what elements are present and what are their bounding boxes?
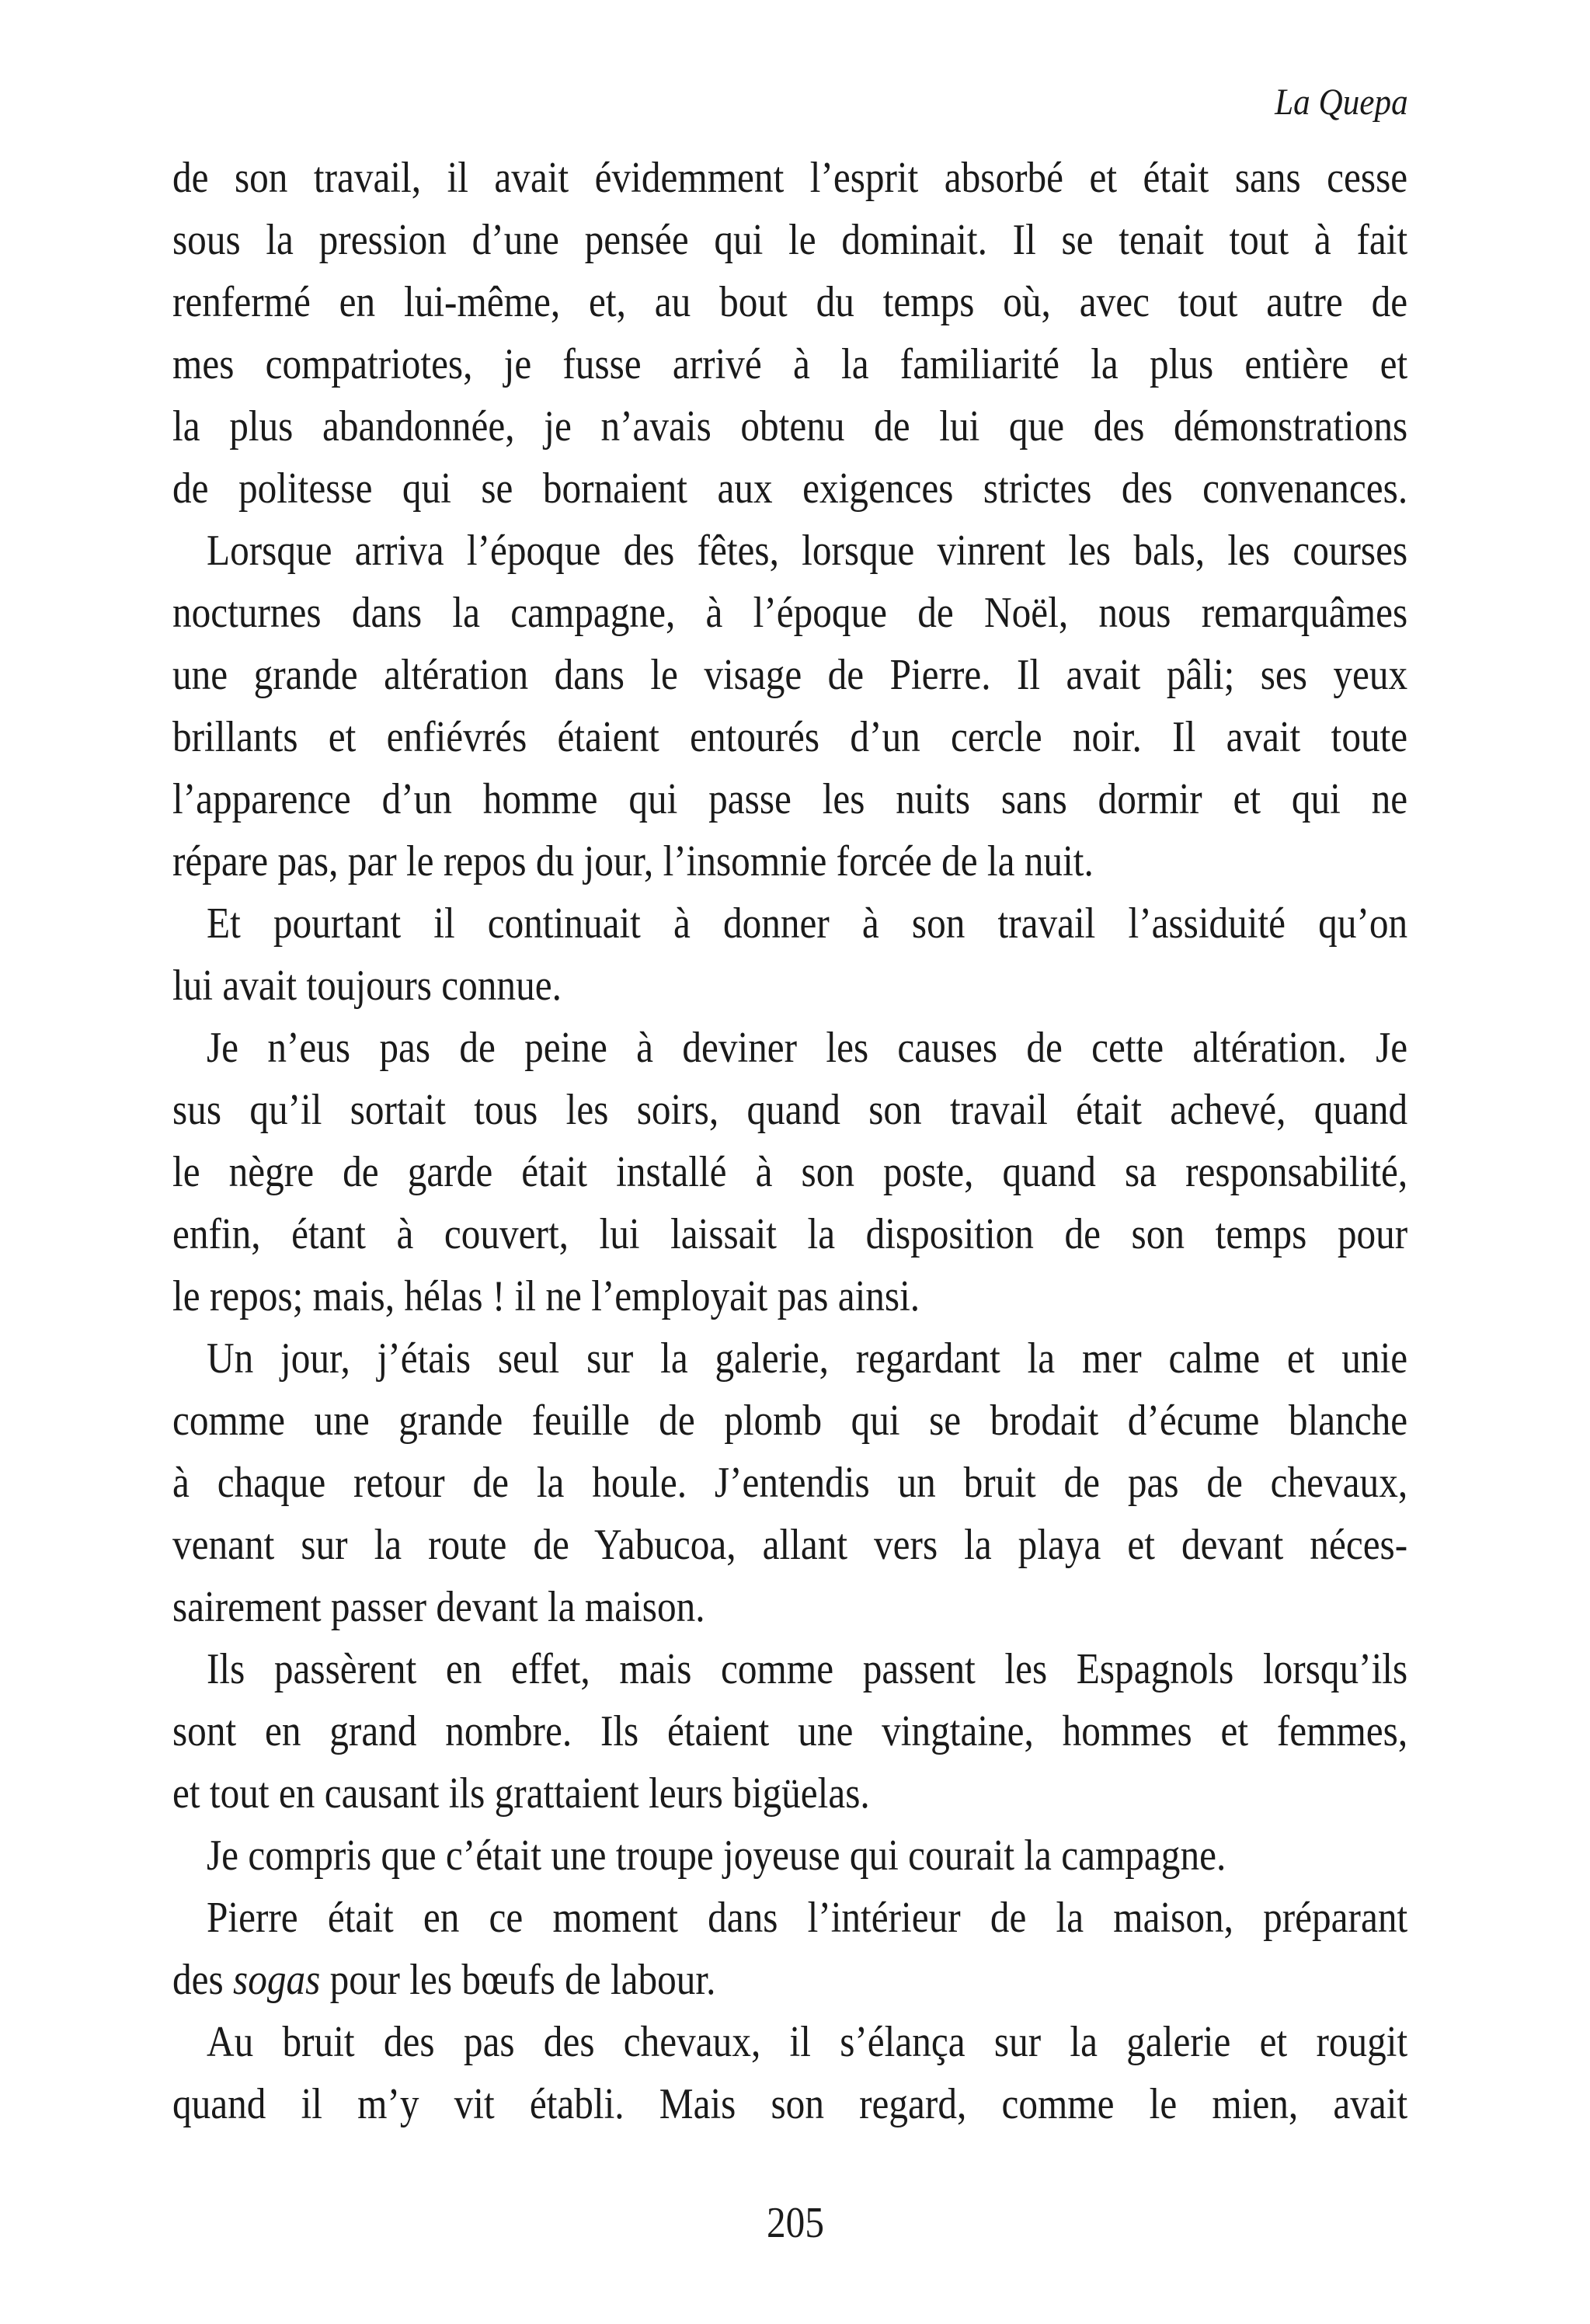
text-line: Un jour, j’étais seul sur la galerie, regardant la mer calme et unie (207, 1334, 1408, 1383)
running-head: La Quepa (1275, 82, 1408, 123)
text-line: l’apparence d’un homme qui passe les nuits sans dormir et qui ne (172, 775, 1408, 823)
text-line: enfin, étant à couvert, lui laissait la disposition de son temps pour (172, 1210, 1408, 1258)
text-line: à chaque retour de la houle. J’entendis un bruit de pas de chevaux, (172, 1459, 1408, 1507)
text-line: sont en grand nombre. Ils étaient une vingtaine, hommes et femmes, (172, 1707, 1408, 1755)
text-line: de son travail, il avait évidemment l’esprit absorbé et était sans cesse (172, 154, 1408, 202)
text-line: le repos; mais, hélas ! il ne l’employait pas ainsi. (172, 1272, 920, 1320)
text-line: Lorsque arriva l’époque des fêtes, lorsque vinrent les bals, les courses (207, 527, 1408, 575)
italic-word: sogas (233, 1956, 321, 2004)
text-line: répare pas, par le repos du jour, l’insomnie forcée de la nuit. (172, 837, 1094, 885)
text-segment: des (172, 1956, 234, 2004)
text-line: de politesse qui se bornaient aux exigences strictes des convenances. (172, 464, 1408, 513)
text-line: comme une grande feuille de plomb qui se brodait d’écume blanche (172, 1397, 1408, 1445)
text-line: mes compatriotes, je fusse arrivé à la familiarité la plus entière et (172, 340, 1408, 388)
text-line: renfermé en lui-même, et, au bout du temps où, avec tout autre de (172, 278, 1408, 326)
text-line: la plus abandonnée, je n’avais obtenu de lui que des démonstrations (172, 402, 1408, 451)
text-line: Au bruit des pas des chevaux, il s’élança sur la galerie et rougit (207, 2018, 1408, 2066)
text-segment: pour les bœufs de labour. (320, 1956, 716, 2004)
text-line: venant sur la route de Yabucoa, allant vers la playa et devant néces- (172, 1521, 1408, 1569)
body-text (172, 147, 1407, 2135)
page-number-text: 205 (766, 2199, 824, 2247)
text-line: Ils passèrent en effet, mais comme passent les Espagnols lorsqu’ils (207, 1645, 1408, 1693)
text-line: et tout en causant ils grattaient leurs bigüelas. (172, 1769, 870, 1818)
text-line: sairement passer devant la maison. (172, 1583, 705, 1631)
text-line: sus qu’il sortait tous les soirs, quand son travail était achevé, quand (172, 1086, 1408, 1134)
text-line: une grande altération dans le visage de Pierre. Il avait pâli; ses yeux (172, 651, 1408, 699)
text-line: le nègre de garde était installé à son poste, quand sa responsabilité, (172, 1148, 1408, 1196)
text-line: sous la pression d’une pensée qui le dominait. Il se tenait tout à fait (172, 216, 1408, 264)
text-line: brillants et enfiévrés étaient entourés d’un cercle noir. Il avait toute (172, 713, 1408, 761)
text-line: nocturnes dans la campagne, à l’époque de Noël, nous remarquâmes (172, 589, 1408, 637)
text-line: Je compris que c’était une troupe joyeuse qui courait la campagne. (207, 1832, 1226, 1880)
text-line: Et pourtant il continuait à donner à son travail l’assiduité qu’on (207, 899, 1408, 948)
page-number (0, 2200, 1590, 2246)
text-line: Je n’eus pas de peine à deviner les causes de cette altération. Je (207, 1024, 1408, 1072)
text-line (172, 1949, 1407, 2011)
text-line: lui avait toujours connue. (172, 962, 562, 1010)
text-line: Pierre était en ce moment dans l’intérieur de la maison, préparant (207, 1894, 1408, 1942)
text-line: quand il m’y vit établi. Mais son regard, comme le mien, avait (172, 2080, 1408, 2128)
